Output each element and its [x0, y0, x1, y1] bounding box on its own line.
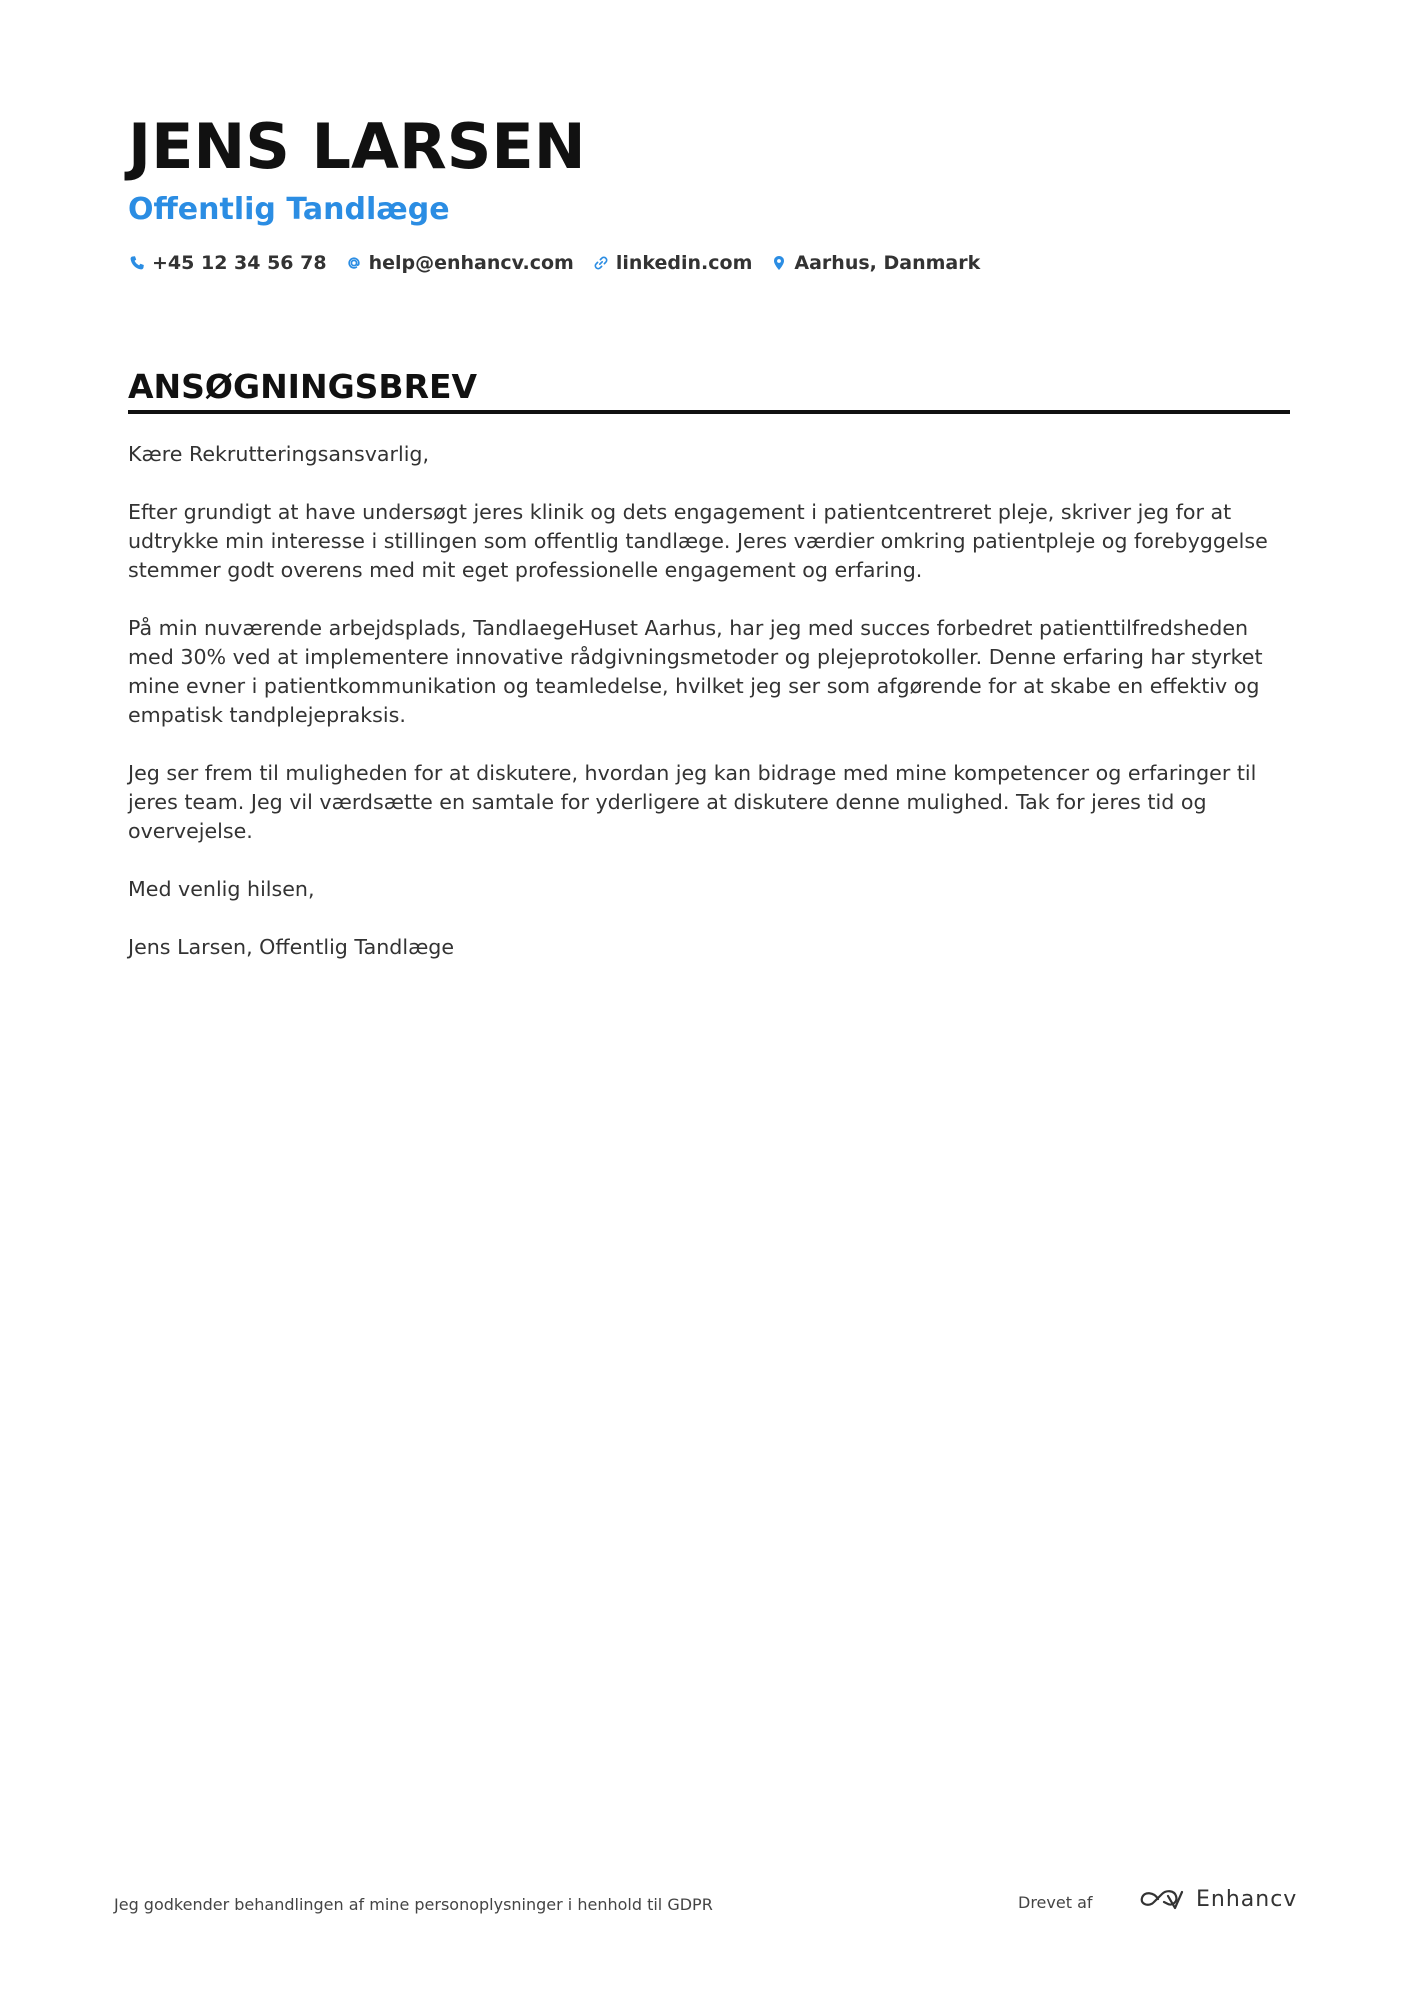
- contact-linkedin-text: linkedin.com: [615, 252, 753, 274]
- contact-phone: [128, 252, 327, 274]
- applicant-name: JENS LARSEN: [128, 110, 586, 183]
- contact-location-text: Aarhus, Danmark: [794, 252, 981, 274]
- letter-paragraph: På min nuværende arbejdsplads, TandlaegeHuset Aarhus, har jeg med succes forbedret patienttilfredsheden med 30% ved at implementere innovative rådgivningsmetoder og plejeprotokoller. Denne erfaring har styrket mine evner i patientkommunikation og teamledelse, hvilket jeg ser som afgørende for at skabe en effektiv og empatisk tandplejepraksis.: [128, 616, 1263, 727]
- enhancv-logo-text: Enhancv: [1196, 1886, 1298, 1912]
- contact-linkedin[interactable]: [592, 252, 753, 274]
- gdpr-consent-note: Jeg godkender behandlingen af mine personoplysninger i henhold til GDPR: [114, 1895, 713, 1914]
- section-title: ANSØGNINGSBREV: [128, 367, 478, 406]
- section-divider: [128, 410, 1290, 414]
- letter-closing: Med venlig hilsen,: [128, 877, 315, 901]
- letter-signature: Jens Larsen, Offentlig Tandlæge: [128, 935, 455, 959]
- link-icon: [592, 254, 610, 272]
- contact-email[interactable]: [345, 252, 574, 274]
- contact-email-text: help@enhancv.com: [368, 252, 574, 274]
- contact-phone-text: +45 12 34 56 78: [152, 252, 327, 274]
- enhancv-logo-icon: [1138, 1886, 1186, 1912]
- contact-bar: [128, 252, 998, 274]
- letter-paragraph: Efter grundigt at have undersøgt jeres klinik og dets engagement i patientcentreret pleje, skriver jeg for at udtrykke min interesse i stillingen som offentlig tandlæge. Jeres værdier omkring patientpleje og forebyggelse stemmer godt overens med mit eget professionelle engagement og erfaring.: [128, 500, 1268, 582]
- letter-greeting: Kære Rekrutteringsansvarlig,: [128, 442, 430, 466]
- letter-paragraph: Jeg ser frem til muligheden for at diskutere, hvordan jeg kan bidrage med mine kompetencer og erfaringer til jeres team. Jeg vil værdsætte en samtale for yderligere at diskutere denne mulighed. Tak for jeres tid og overvejelse.: [128, 761, 1257, 843]
- applicant-role: Offentlig Tandlæge: [128, 192, 450, 227]
- contact-location: [770, 252, 980, 274]
- letter-body: [128, 440, 1298, 991]
- powered-by-label: Drevet af: [1018, 1893, 1093, 1912]
- location-pin-icon: [770, 254, 788, 272]
- at-icon: [345, 254, 363, 272]
- phone-icon: [128, 254, 146, 272]
- enhancv-logo[interactable]: [1138, 1886, 1297, 1912]
